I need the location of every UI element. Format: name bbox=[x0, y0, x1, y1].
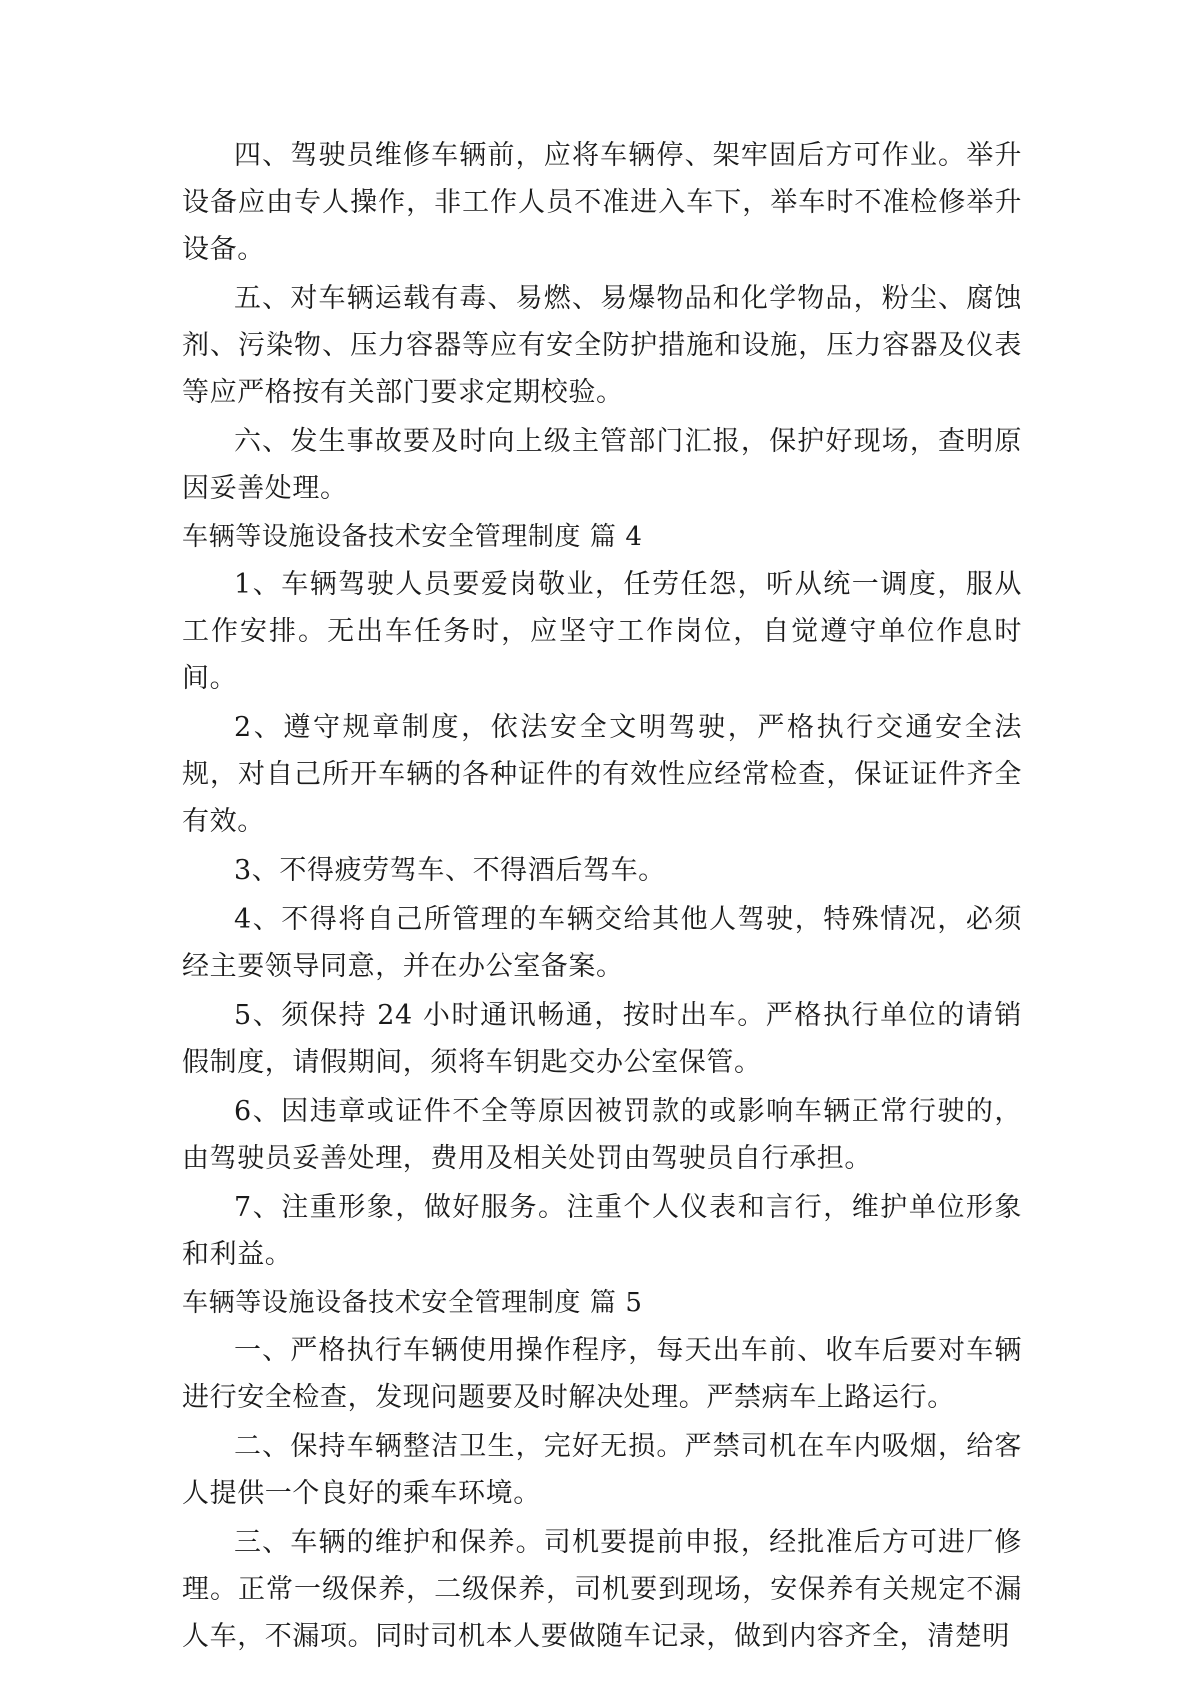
paragraph-item-4: 4、不得将自己所管理的车辆交给其他人驾驶，特殊情况，必须经主要领导同意，并在办公室备案。 bbox=[182, 904, 1022, 982]
section-heading-5: 车辆等设施设备技术安全管理制度 篇 5 bbox=[182, 1288, 643, 1318]
paragraph-item-2: 2、遵守规章制度，依法安全文明驾驶，严格执行交通安全法规，对自己所开车辆的各种证件的有效性应经常检查，保证证件齐全有效。 bbox=[182, 712, 1022, 837]
paragraph-item-5: 5、须保持 24 小时通讯畅通，按时出车。严格执行单位的请销假制度，请假期间，须将车钥匙交办公室保管。 bbox=[182, 1000, 1022, 1078]
paragraph-item-1: 1、车辆驾驶人员要爱岗敬业，任劳任怨，听从统一调度，服从工作安排。无出车任务时，应坚守工作岗位，自觉遵守单位作息时间。 bbox=[182, 569, 1022, 694]
paragraph-rule-6: 六、发生事故要及时向上级主管部门汇报，保护好现场，查明原因妥善处理。 bbox=[182, 426, 1022, 504]
paragraph-item-6: 6、因违章或证件不全等原因被罚款的或影响车辆正常行驶的，由驾驶员妥善处理，费用及相关处罚由驾驶员自行承担。 bbox=[182, 1096, 1022, 1174]
paragraph-rule-4: 四、驾驶员维修车辆前，应将车辆停、架牢固后方可作业。举升设备应由专人操作，非工作人员不准进入车下，举车时不准检修举升设备。 bbox=[182, 140, 1022, 265]
paragraph-item-7: 7、注重形象，做好服务。注重个人仪表和言行，维护单位形象和利益。 bbox=[182, 1192, 1022, 1270]
section-heading-4: 车辆等设施设备技术安全管理制度 篇 4 bbox=[182, 522, 643, 552]
paragraph-rule-1: 一、严格执行车辆使用操作程序，每天出车前、收车后要对车辆进行安全检查，发现问题要及时解决处理。严禁病车上路运行。 bbox=[182, 1335, 1022, 1413]
paragraph-rule-5: 五、对车辆运载有毒、易燃、易爆物品和化学物品，粉尘、腐蚀剂、污染物、压力容器等应有安全防护措施和设施，压力容器及仪表等应严格按有关部门要求定期校验。 bbox=[182, 283, 1022, 408]
paragraph-item-3: 3、不得疲劳驾车、不得酒后驾车。 bbox=[234, 855, 666, 886]
paragraph-rule-2: 二、保持车辆整洁卫生，完好无损。严禁司机在车内吸烟，给客人提供一个良好的乘车环境。 bbox=[182, 1431, 1022, 1509]
paragraph-rule-3: 三、车辆的维护和保养。司机要提前申报，经批准后方可进厂修理。正常一级保养，二级保养，司机要到现场，安保养有关规定不漏人车，不漏项。同时司机本人要做随车记录，做到内容齐全，清楚明 bbox=[182, 1527, 1022, 1652]
document-body bbox=[182, 132, 1022, 1660]
